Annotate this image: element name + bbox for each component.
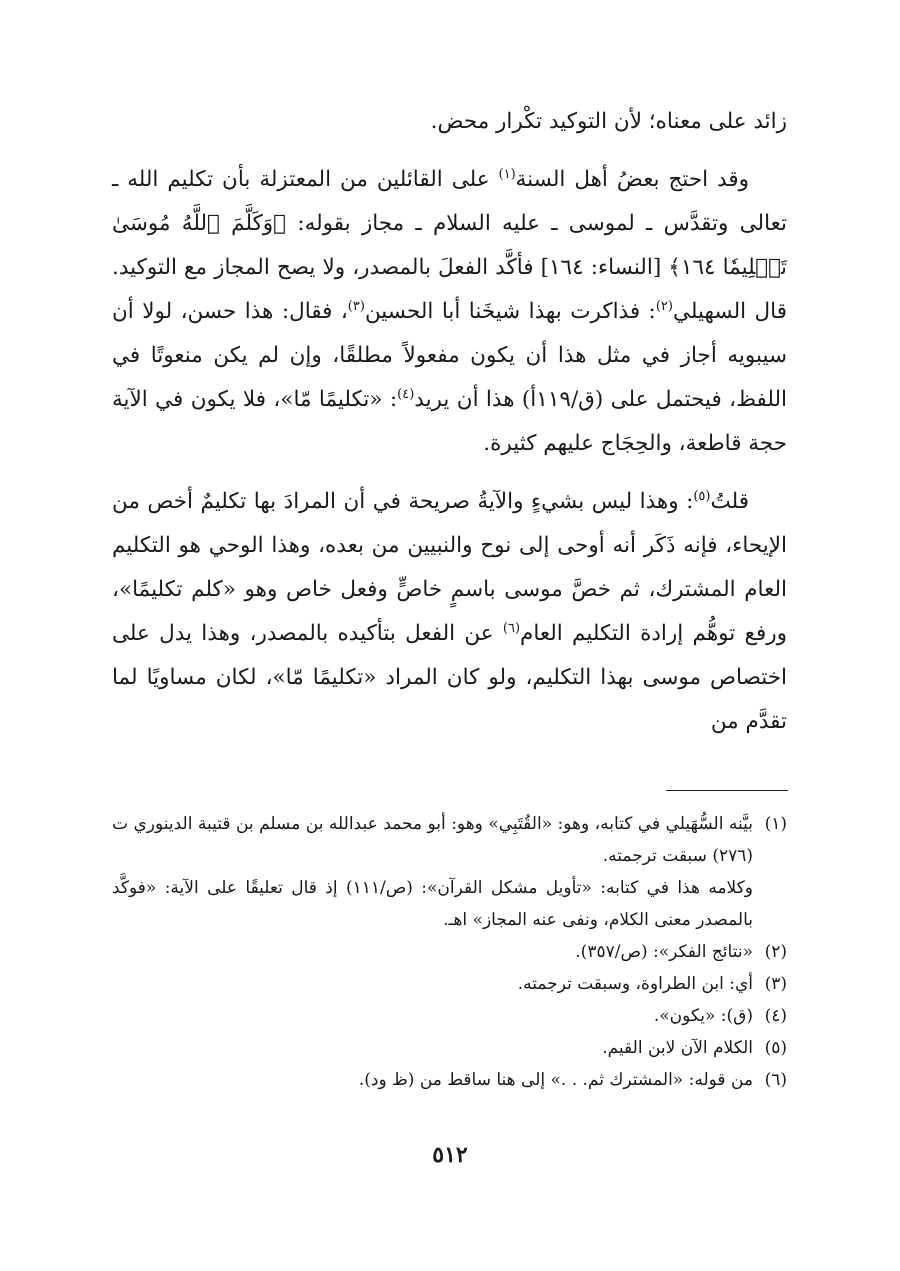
footnote-4 [112, 1000, 787, 1032]
footnote-number: (٥) [764, 1038, 787, 1058]
paragraph-2-text-c: : فذاكرت بهذا شيخَنا أبا الحسين [364, 299, 656, 324]
paragraph-3-text-b: : وهذا ليس بشيءٍ والآيةُ صريحة في أن المرادَ بها تكليمٌ أخص من الإيحاء، فإنه ذَكَر أنه أوحى إلى نوح والنبيين من بعده، وهذا الوحي هو التكليم العام المشترك، ثم خصَّ موسى باسمٍ خاصٍّ وفعل خاص وهو «كلم تكليمًا»، ورفع توهُّم إرادة التكليم العام [112, 489, 788, 646]
paragraph-3-text-a: قلتُ [710, 489, 749, 514]
footnote-text: وكلامه هذا في كتابه: «تأويل مشكل القرآن»: (ص/١١١) إذ قال تعليقًا على الآية: «فوكَّد بالمصدر معنى الكلام، ونفى عنه المجاز» اهـ. [112, 878, 753, 930]
footnote-1-continuation [112, 872, 787, 936]
footnote-1 [112, 808, 787, 872]
footnotes [112, 808, 787, 1096]
paragraph-3 [112, 480, 787, 744]
paragraph-2-text-e: : «تكليمًا مّا»، فلا يكون في الآية حجة قاطعة، والحِجَاج عليهم كثيرة. [112, 387, 787, 456]
footnote-number: (٦) [764, 1070, 787, 1090]
paragraph-2-text-b: على القائلين من المعتزلة بأن تكليم الله ـ تعالى وتقدَّس ـ لموسى ـ عليه السلام ـ مجاز بقوله: ﴿وَكَلَّمَ ٱللَّهُ مُوسَىٰ تَكۡلِيمٗا ١٦٤﴾ [النساء: ١٦٤] فأكَّد الفعلَ بالمصدر، ولا يصح المجاز مع التوكيد. قال السهيلي [112, 167, 787, 324]
footnote-number: (٢) [764, 942, 787, 962]
paragraph-1-text: زائد على معناه؛ لأن التوكيد تكْرار محض. [430, 109, 787, 134]
footnote-text: بيَّنه السُّهَيلي في كتابه، وهو: «القُتَبِي» وهو: أبو محمد عبدالله بن مسلم بن قتيبة الدينوري ت (٢٧٦) سبقت ترجمته. [112, 814, 753, 866]
footnote-ref-2: (٢) [655, 298, 673, 314]
footnote-text: أي: ابن الطراوة، وسبقت ترجمته. [517, 974, 753, 994]
footnote-number: (٤) [764, 1006, 787, 1026]
footnote-3 [112, 968, 787, 1000]
footnote-6 [112, 1064, 787, 1096]
footnote-number: (٣) [764, 974, 787, 994]
paragraph-1 [112, 100, 787, 144]
footnote-ref-5: (٥) [693, 488, 711, 504]
footnote-ref-3: (٣) [347, 298, 365, 314]
body-text [112, 100, 787, 744]
footnote-text: (ق): «يكون». [653, 1006, 753, 1026]
paragraph-2-text-a: وقد احتج بعضُ أهل السنة [515, 167, 750, 192]
footnote-divider [666, 790, 788, 791]
footnote-ref-1: (١) [498, 166, 516, 182]
footnote-number: (١) [764, 814, 787, 834]
footnote-text: الكلام الآن لابن القيم. [602, 1038, 753, 1058]
footnote-ref-4: (٤) [397, 386, 415, 402]
paragraph-2-text-d: ، فقال: هذا حسن، لولا أن سيبويه أجاز في مثل هذا أن يكون مفعولاً مطلقًا، وإن لم يكن منعوتًا في اللفظ، فيحتمل على (ق/١١٩أ) هذا أن يريد [112, 299, 787, 412]
paragraph-2 [112, 158, 787, 466]
footnote-2 [112, 936, 787, 968]
footnote-text: «نتائج الفكر»: (ص/٣٥٧). [575, 942, 753, 962]
footnote-text: من قوله: «المشترك ثم. . .» إلى هنا ساقط من (ظ ود). [358, 1070, 753, 1090]
footnote-ref-6: (٦) [502, 620, 521, 636]
main-text-block [112, 100, 787, 758]
footnote-5 [112, 1032, 787, 1064]
page-number: ٥١٢ [432, 1142, 468, 1168]
paragraph-3-text-c: عن الفعل بتأكيده بالمصدر، وهذا يدل على اختصاص موسى بهذا التكليم، ولو كان المراد «تكليمًا مّا»، لكان مساويًا لما تقدَّم من [112, 621, 787, 734]
